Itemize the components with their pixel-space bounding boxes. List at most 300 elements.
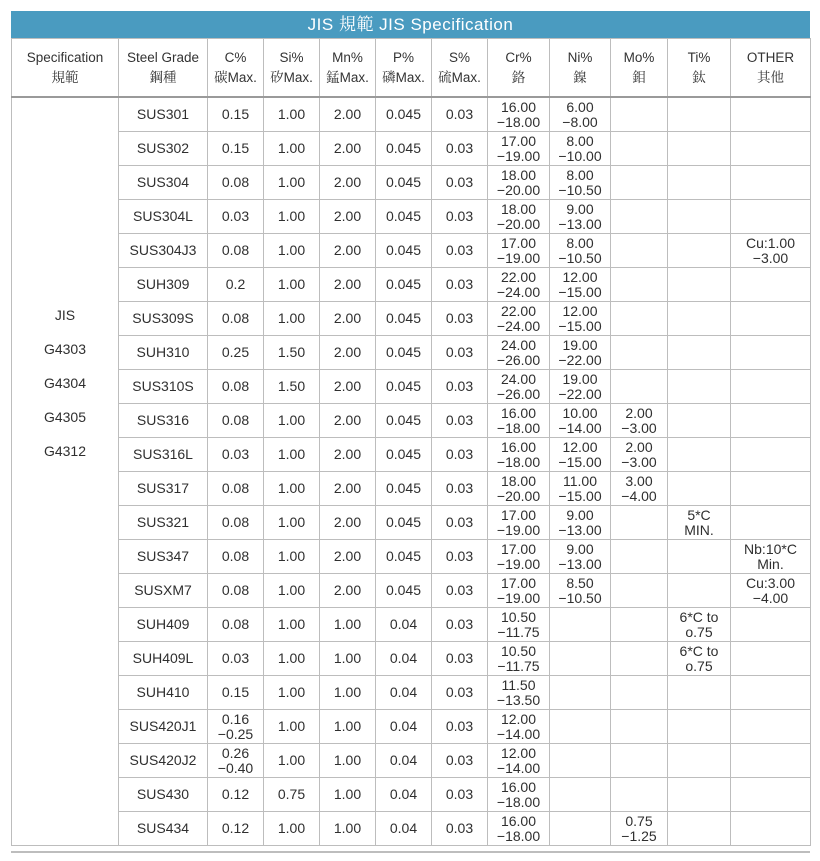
other-cell (731, 200, 811, 234)
cell-line: 0.08 (221, 514, 250, 530)
cell-line: −13.00 (558, 521, 602, 538)
table-row (12, 778, 811, 812)
cell-line: −10.50 (558, 249, 602, 266)
manganese-cell: 1.00 (320, 642, 376, 676)
manganese-cell: 1.00 (320, 710, 376, 744)
table-row (12, 540, 811, 574)
column-header (208, 39, 264, 98)
header-label-zh: 碳Max. (214, 69, 257, 85)
phosphorus-cell: 0.045 (376, 370, 432, 404)
chromium-cell (488, 370, 550, 404)
carbon-cell (208, 506, 264, 540)
cell-line: o.75 (685, 657, 713, 674)
grade-cell: SUS309S (119, 302, 208, 336)
other-cell (731, 608, 811, 642)
header-label-zh: 硫Max. (438, 69, 481, 85)
cell-line: 17.00 (500, 234, 537, 251)
carbon-cell (208, 370, 264, 404)
cell-line: 0.08 (221, 412, 250, 428)
silicon-cell: 1.00 (264, 302, 320, 336)
titanium-cell (668, 336, 731, 370)
sulfur-cell: 0.03 (432, 336, 488, 370)
cell-line: 24.00 (500, 370, 537, 387)
other-cell (731, 268, 811, 302)
manganese-cell: 2.00 (320, 97, 376, 132)
nickel-cell (550, 540, 611, 574)
nickel-cell (550, 302, 611, 336)
nickel-cell (550, 336, 611, 370)
molybdenum-cell (611, 642, 668, 676)
table-row (12, 302, 811, 336)
carbon-cell (208, 472, 264, 506)
manganese-cell: 1.00 (320, 812, 376, 846)
cell-line: −13.50 (496, 691, 541, 708)
other-cell (731, 744, 811, 778)
manganese-cell: 1.00 (320, 778, 376, 812)
cell-line: 0.26 (221, 744, 250, 761)
sulfur-cell: 0.03 (432, 710, 488, 744)
table-bottom-rule (11, 851, 810, 853)
cell-line: −18.00 (496, 113, 541, 130)
grade-cell: SUS316L (119, 438, 208, 472)
cell-line: 0.08 (221, 480, 250, 496)
phosphorus-cell: 0.045 (376, 268, 432, 302)
titanium-cell (668, 166, 731, 200)
sulfur-cell: 0.03 (432, 506, 488, 540)
carbon-cell (208, 268, 264, 302)
other-cell (731, 778, 811, 812)
chromium-cell (488, 132, 550, 166)
silicon-cell: 1.00 (264, 812, 320, 846)
molybdenum-cell (611, 404, 668, 438)
molybdenum-cell (611, 506, 668, 540)
phosphorus-cell: 0.045 (376, 200, 432, 234)
chromium-cell (488, 540, 550, 574)
molybdenum-cell (611, 132, 668, 166)
header-label-zh: 鉻 (511, 69, 526, 85)
cell-line: 17.00 (500, 540, 537, 557)
grade-cell: SUH410 (119, 676, 208, 710)
nickel-cell (550, 132, 611, 166)
cell-line: 12.00 (562, 268, 598, 285)
chromium-cell (488, 302, 550, 336)
chromium-cell (488, 506, 550, 540)
carbon-cell (208, 302, 264, 336)
cell-line: 6.00 (566, 98, 594, 115)
chromium-cell (488, 336, 550, 370)
cell-line: −26.00 (496, 351, 541, 368)
grade-cell: SUS310S (119, 370, 208, 404)
molybdenum-cell (611, 472, 668, 506)
chromium-cell (488, 404, 550, 438)
sulfur-cell: 0.03 (432, 166, 488, 200)
chromium-cell (488, 642, 550, 676)
header-label: Mo% (623, 49, 655, 65)
nickel-cell (550, 710, 611, 744)
cell-line: −19.00 (496, 589, 541, 606)
header-label: Mn% (332, 49, 363, 65)
cell-line: 8.00 (566, 132, 594, 149)
cell-line: 17.00 (500, 132, 537, 149)
table-row (12, 166, 811, 200)
molybdenum-cell (611, 574, 668, 608)
table-row (12, 97, 811, 132)
sulfur-cell: 0.03 (432, 234, 488, 268)
cell-line: 0.03 (221, 650, 250, 666)
phosphorus-cell: 0.045 (376, 234, 432, 268)
cell-line: 10.00 (562, 404, 598, 421)
nickel-cell (550, 506, 611, 540)
table-row (12, 812, 811, 846)
header-label: Steel Grade (126, 49, 200, 65)
carbon-cell (208, 234, 264, 268)
cell-line: −14.00 (496, 759, 541, 776)
cell-line: 11.50 (501, 676, 536, 693)
grade-cell: SUS301 (119, 97, 208, 132)
cell-line: 0.08 (221, 242, 250, 258)
cell-line: −20.00 (496, 487, 541, 504)
cell-line: 8.00 (566, 234, 594, 251)
cell-line: 0.03 (221, 208, 250, 224)
phosphorus-cell: 0.045 (376, 506, 432, 540)
cell-line: −14.00 (496, 725, 541, 742)
silicon-cell: 1.00 (264, 234, 320, 268)
titanium-cell (668, 812, 731, 846)
table-row (12, 200, 811, 234)
cell-line: −3.00 (621, 453, 657, 470)
chromium-cell (488, 574, 550, 608)
titanium-cell (668, 778, 731, 812)
manganese-cell: 2.00 (320, 302, 376, 336)
chromium-cell (488, 778, 550, 812)
cell-line: 16.00 (500, 404, 537, 421)
cell-line: 0.15 (221, 684, 250, 700)
cell-line: −24.00 (496, 283, 541, 300)
cell-line: 11.00 (563, 472, 597, 489)
other-cell (731, 302, 811, 336)
cell-line: −20.00 (496, 181, 541, 198)
table-row (12, 268, 811, 302)
cell-line: 18.00 (500, 472, 537, 489)
cell-line: Min. (757, 555, 784, 572)
silicon-cell: 1.50 (264, 370, 320, 404)
other-cell (731, 642, 811, 676)
silicon-cell: 0.75 (264, 778, 320, 812)
cell-line: 2.00 (625, 438, 653, 455)
nickel-cell (550, 642, 611, 676)
cell-line: 22.00 (500, 302, 537, 319)
cell-line: 17.00 (500, 506, 537, 523)
header-label: Ni% (567, 49, 593, 65)
silicon-cell: 1.00 (264, 744, 320, 778)
table-row (12, 132, 811, 166)
specification-label: G4304 (43, 375, 87, 391)
cell-line: 18.00 (500, 200, 537, 217)
specification-cell (12, 97, 119, 846)
nickel-cell (550, 370, 611, 404)
other-cell (731, 574, 811, 608)
grade-cell: SUS317 (119, 472, 208, 506)
other-cell (731, 166, 811, 200)
silicon-cell: 1.00 (264, 404, 320, 438)
chromium-cell (488, 438, 550, 472)
titanium-cell (668, 97, 731, 132)
grade-cell: SUS347 (119, 540, 208, 574)
molybdenum-cell (611, 200, 668, 234)
titanium-cell (668, 710, 731, 744)
cell-line: 19.00 (562, 370, 598, 387)
manganese-cell: 2.00 (320, 438, 376, 472)
chromium-cell (488, 744, 550, 778)
cell-line: 12.00 (500, 744, 537, 761)
header-label: OTHER (746, 49, 795, 65)
manganese-cell: 2.00 (320, 574, 376, 608)
manganese-cell: 2.00 (320, 472, 376, 506)
cell-line: −18.00 (496, 419, 541, 436)
grade-cell: SUH309 (119, 268, 208, 302)
chromium-cell (488, 97, 550, 132)
titanium-cell (668, 234, 731, 268)
cell-line: MIN. (684, 521, 714, 538)
column-header (320, 39, 376, 98)
cell-line: 16.00 (500, 438, 537, 455)
manganese-cell: 2.00 (320, 234, 376, 268)
table-row (12, 404, 811, 438)
silicon-cell: 1.00 (264, 132, 320, 166)
cell-line: −18.00 (496, 453, 541, 470)
nickel-cell (550, 574, 611, 608)
cell-line: Cu:3.00 (745, 574, 796, 591)
chromium-cell (488, 812, 550, 846)
grade-cell: SUS430 (119, 778, 208, 812)
grade-cell: SUS304L (119, 200, 208, 234)
silicon-cell: 1.00 (264, 438, 320, 472)
chromium-cell (488, 472, 550, 506)
molybdenum-cell (611, 540, 668, 574)
table-row (12, 438, 811, 472)
cell-line: 6*C to (679, 608, 719, 625)
cell-line: −19.00 (496, 555, 541, 572)
phosphorus-cell: 0.045 (376, 336, 432, 370)
table-title: JIS 規範 JIS Specification (11, 11, 810, 38)
titanium-cell (668, 506, 731, 540)
silicon-cell: 1.00 (264, 710, 320, 744)
phosphorus-cell: 0.04 (376, 812, 432, 846)
sulfur-cell: 0.03 (432, 200, 488, 234)
carbon-cell (208, 608, 264, 642)
silicon-cell: 1.50 (264, 336, 320, 370)
table-row (12, 608, 811, 642)
other-cell (731, 97, 811, 132)
grade-cell: SUS304J3 (119, 234, 208, 268)
molybdenum-cell (611, 608, 668, 642)
manganese-cell: 2.00 (320, 370, 376, 404)
molybdenum-cell (611, 438, 668, 472)
other-cell (731, 506, 811, 540)
header-label: Specification (26, 49, 104, 65)
chromium-cell (488, 710, 550, 744)
sulfur-cell: 0.03 (432, 370, 488, 404)
nickel-cell (550, 268, 611, 302)
jis-spec-table-container (11, 11, 810, 846)
molybdenum-cell (611, 302, 668, 336)
molybdenum-cell (611, 336, 668, 370)
cell-line: 9.00 (566, 506, 594, 523)
cell-line: 0.16 (221, 710, 250, 727)
carbon-cell (208, 676, 264, 710)
cell-line: 16.00 (500, 98, 537, 115)
column-header (376, 39, 432, 98)
sulfur-cell: 0.03 (432, 778, 488, 812)
specification-label: G4303 (43, 341, 87, 357)
cell-line: 0.15 (221, 140, 250, 156)
phosphorus-cell: 0.045 (376, 540, 432, 574)
cell-line: −10.50 (558, 181, 602, 198)
table-row (12, 710, 811, 744)
cell-line: 0.03 (221, 446, 250, 462)
molybdenum-cell (611, 710, 668, 744)
cell-line: −3.00 (621, 419, 657, 436)
cell-line: 16.00 (500, 812, 537, 829)
silicon-cell: 1.00 (264, 608, 320, 642)
header-label-zh: 規範 (51, 69, 79, 85)
titanium-cell (668, 744, 731, 778)
silicon-cell: 1.00 (264, 540, 320, 574)
cell-line: 10.50 (500, 608, 537, 625)
cell-line: −13.00 (558, 215, 602, 232)
sulfur-cell: 0.03 (432, 744, 488, 778)
phosphorus-cell: 0.04 (376, 744, 432, 778)
phosphorus-cell: 0.045 (376, 574, 432, 608)
cell-line: 8.50 (566, 574, 594, 591)
cell-line: −14.00 (558, 419, 602, 436)
silicon-cell: 1.00 (264, 506, 320, 540)
cell-line: −0.25 (217, 725, 254, 742)
nickel-cell (550, 472, 611, 506)
silicon-cell: 1.00 (264, 166, 320, 200)
manganese-cell: 1.00 (320, 608, 376, 642)
phosphorus-cell: 0.045 (376, 132, 432, 166)
cell-line: −18.00 (496, 827, 541, 844)
manganese-cell: 2.00 (320, 540, 376, 574)
header-label: Si% (279, 49, 304, 65)
table-row (12, 234, 811, 268)
other-cell (731, 438, 811, 472)
titanium-cell (668, 132, 731, 166)
manganese-cell: 2.00 (320, 268, 376, 302)
cell-line: 0.25 (221, 344, 250, 360)
sulfur-cell: 0.03 (432, 404, 488, 438)
manganese-cell: 2.00 (320, 166, 376, 200)
carbon-cell (208, 642, 264, 676)
cell-line: 0.12 (221, 820, 250, 836)
cell-line: 0.08 (221, 582, 250, 598)
header-label: Cr% (505, 49, 532, 65)
cell-line: 9.00 (566, 540, 594, 557)
nickel-cell (550, 608, 611, 642)
cell-line: −19.00 (496, 249, 541, 266)
cell-line: 19.00 (562, 336, 598, 353)
titanium-cell (668, 642, 731, 676)
molybdenum-cell (611, 676, 668, 710)
header-label-zh: 其他 (757, 69, 784, 85)
titanium-cell (668, 370, 731, 404)
other-cell (731, 472, 811, 506)
cell-line: −15.00 (558, 453, 602, 470)
column-header (119, 39, 208, 98)
manganese-cell: 2.00 (320, 336, 376, 370)
molybdenum-cell (611, 370, 668, 404)
chromium-cell (488, 166, 550, 200)
grade-cell: SUH409L (119, 642, 208, 676)
titanium-cell (668, 574, 731, 608)
cell-line: 0.15 (221, 106, 250, 122)
table-row (12, 472, 811, 506)
chromium-cell (488, 676, 550, 710)
phosphorus-cell: 0.04 (376, 710, 432, 744)
header-label-zh: 錳Max. (326, 69, 369, 85)
manganese-cell: 2.00 (320, 132, 376, 166)
cell-line: 8.00 (566, 166, 594, 183)
carbon-cell (208, 778, 264, 812)
nickel-cell (550, 234, 611, 268)
column-header (12, 39, 119, 98)
phosphorus-cell: 0.045 (376, 438, 432, 472)
column-header (611, 39, 668, 98)
cell-line: 0.12 (221, 786, 250, 802)
phosphorus-cell: 0.045 (376, 97, 432, 132)
column-header (731, 39, 811, 98)
specification-label: G4312 (43, 443, 87, 459)
table-row (12, 506, 811, 540)
cell-line: −22.00 (558, 351, 602, 368)
sulfur-cell: 0.03 (432, 472, 488, 506)
grade-cell: SUS302 (119, 132, 208, 166)
molybdenum-cell (611, 166, 668, 200)
carbon-cell (208, 540, 264, 574)
cell-line: 0.08 (221, 310, 250, 326)
sulfur-cell: 0.03 (432, 97, 488, 132)
column-header (264, 39, 320, 98)
cell-line: 12.00 (500, 710, 537, 727)
cell-line: 0.75 (625, 812, 653, 829)
carbon-cell (208, 744, 264, 778)
grade-cell: SUS321 (119, 506, 208, 540)
molybdenum-cell (611, 812, 668, 846)
cell-line: 9.00 (566, 200, 594, 217)
manganese-cell: 2.00 (320, 506, 376, 540)
cell-line: −20.00 (496, 215, 541, 232)
sulfur-cell: 0.03 (432, 268, 488, 302)
column-header (550, 39, 611, 98)
table-row (12, 642, 811, 676)
molybdenum-cell (611, 744, 668, 778)
cell-line: −15.00 (558, 487, 602, 504)
titanium-cell (668, 608, 731, 642)
cell-line: −13.00 (558, 555, 602, 572)
cell-line: Cu:1.00 (745, 234, 796, 251)
manganese-cell: 2.00 (320, 200, 376, 234)
cell-line: −24.00 (496, 317, 541, 334)
phosphorus-cell: 0.04 (376, 778, 432, 812)
titanium-cell (668, 472, 731, 506)
carbon-cell (208, 812, 264, 846)
phosphorus-cell: 0.045 (376, 166, 432, 200)
carbon-cell (208, 132, 264, 166)
manganese-cell: 1.00 (320, 676, 376, 710)
cell-line: 12.00 (562, 302, 598, 319)
silicon-cell: 1.00 (264, 200, 320, 234)
